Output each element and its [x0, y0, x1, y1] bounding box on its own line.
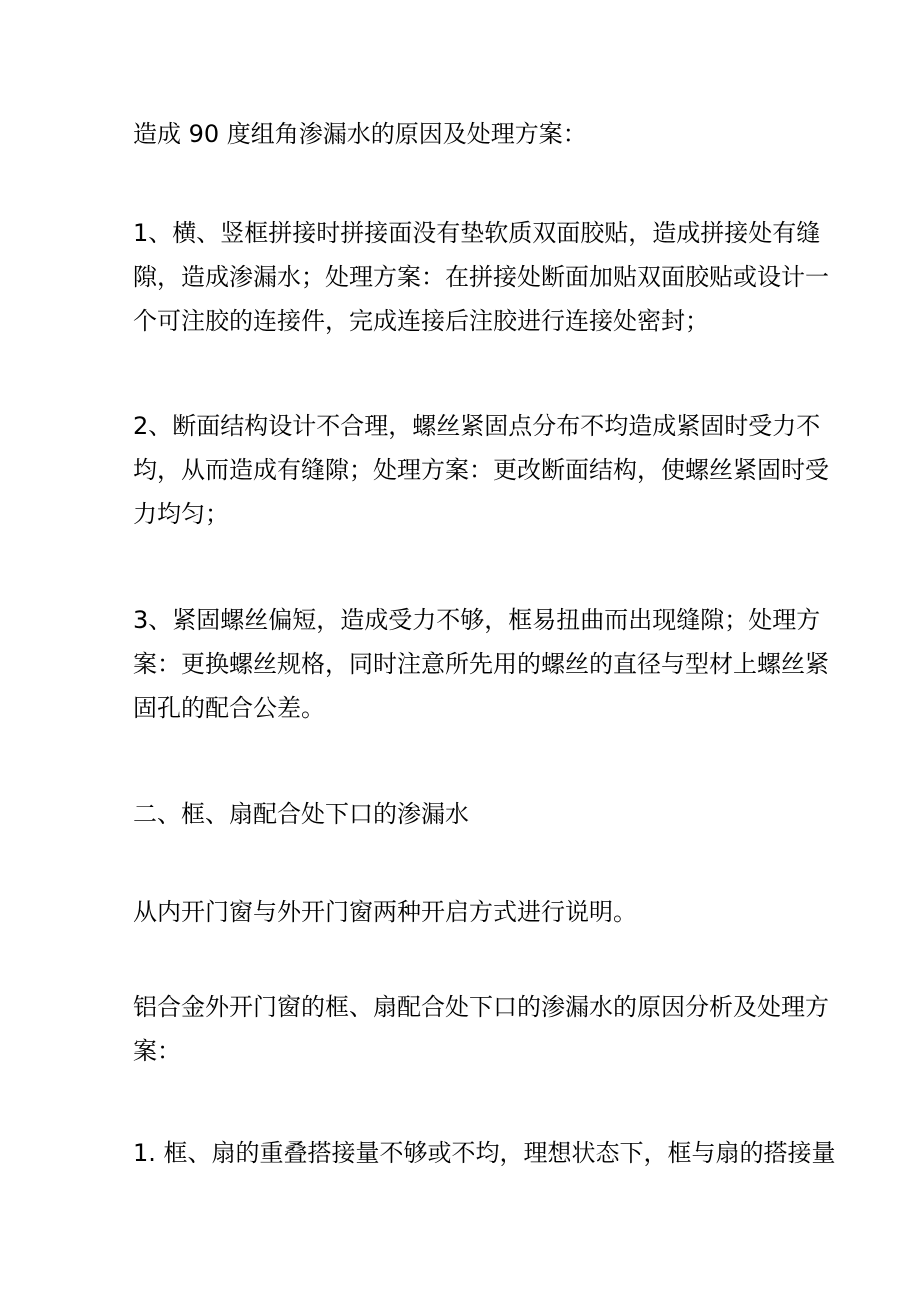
section-2-intro — [133, 890, 798, 934]
item-1-line-1: 1、横、竖框拼接时拼接面没有垫软质双面胶贴，造成拼接处有缝 — [133, 219, 821, 247]
intro-text: 造成 90 度组角渗漏水的原因及处理方案： — [133, 120, 587, 148]
item-1-line-2: 隙，造成渗漏水；处理方案：在拼接处断面加贴双面胶贴或设计一 — [133, 263, 829, 291]
item-1-paragraph — [133, 211, 829, 343]
item-2-line-3: 力均匀； — [133, 500, 229, 528]
item-3-paragraph — [133, 598, 829, 730]
item-1-line-3: 个可注胶的连接件，完成连接后注胶进行连接处密封； — [133, 307, 709, 335]
item-3-line-2: 案：更换螺丝规格，同时注意所先用的螺丝的直径与型材上螺丝紧 — [133, 650, 829, 678]
analysis-title-paragraph — [133, 985, 829, 1073]
section-2-heading — [133, 792, 798, 836]
item-3-line-3: 固孔的配合公差。 — [133, 694, 325, 722]
item-2-line-2: 均，从而造成有缝隙；处理方案：更改断面结构，使螺丝紧固时受 — [133, 456, 829, 484]
item-2-paragraph — [133, 404, 829, 536]
item-3-line-1: 3、紧固螺丝偏短，造成受力不够，框易扭曲而出现缝隙；处理方 — [133, 606, 821, 634]
item-2-line-1: 2、断面结构设计不合理，螺丝紧固点分布不均造成紧固时受力不 — [133, 412, 821, 440]
intro-paragraph — [133, 112, 798, 156]
item-next-paragraph — [133, 1131, 836, 1175]
analysis-title-line-1: 铝合金外开门窗的框、扇配合处下口的渗漏水的原因分析及处理方 — [133, 993, 829, 1021]
item-next-text: 1. 框、扇的重叠搭接量不够或不均，理想状态下，框与扇的搭接量 — [133, 1139, 836, 1167]
section-2-intro-text: 从内开门窗与外开门窗两种开启方式进行说明。 — [133, 898, 637, 926]
section-2-heading-text: 二、框、扇配合处下口的渗漏水 — [133, 800, 469, 828]
analysis-title-line-2: 案： — [133, 1037, 181, 1065]
